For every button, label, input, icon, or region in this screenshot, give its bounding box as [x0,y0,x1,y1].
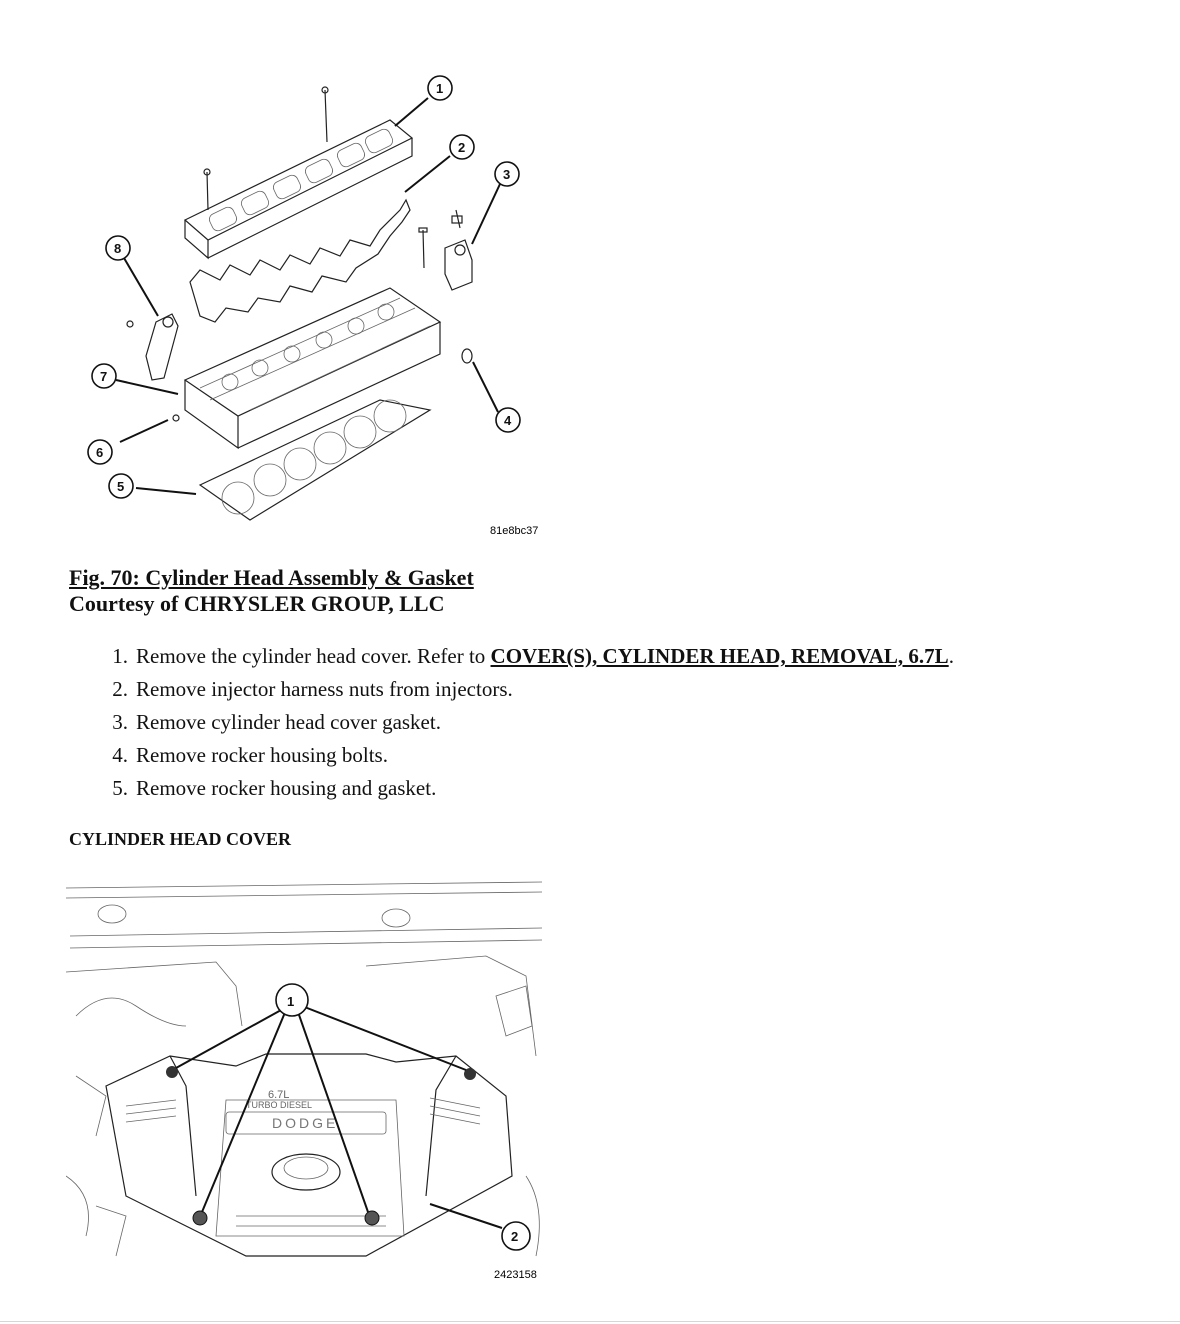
head-gasket-drawing [200,400,430,520]
step-text: Remove cylinder head cover gasket. [136,710,441,734]
svg-text:2: 2 [511,1229,519,1244]
removal-steps-list [80,640,954,805]
figure-caption-title: Fig. 70: Cylinder Head Assembly & Gasket [69,565,474,590]
cylinder-head-illustration [60,60,560,550]
step-text: Remove the cylinder head cover. Refer to [136,644,491,668]
svg-text:8: 8 [114,241,122,256]
step-number: 3. [112,710,128,734]
cover-turbo-diesel: TURBO DIESEL [246,1100,313,1110]
step-number: 5. [112,776,128,800]
list-item [80,673,954,706]
callout-1 [428,76,452,100]
svg-text:1: 1 [287,994,295,1009]
figure-caption-courtesy: Courtesy of CHRYSLER GROUP, LLC [69,591,445,616]
callout-6 [88,440,112,464]
engine-cover-drawing [106,1054,512,1256]
list-item [80,739,954,772]
svg-text:4: 4 [504,413,512,428]
cover-removal-link[interactable]: COVER(S), CYLINDER HEAD, REMOVAL, 6.7L [490,644,949,668]
callout-2 [450,135,474,159]
svg-text:3: 3 [503,167,511,182]
callout-3 [495,162,519,186]
step-suffix: . [948,644,954,668]
step-number: 2. [112,677,128,701]
callout-8 [106,236,130,260]
callout-4 [496,408,520,432]
callout-1 [276,984,308,1016]
svg-text:2: 2 [458,140,466,155]
svg-text:1: 1 [436,81,444,96]
step-number: 1. [112,644,128,668]
callout-5 [109,474,133,498]
step-number: 4. [112,743,128,767]
svg-text:6: 6 [96,445,104,460]
list-item [80,706,954,739]
section-heading: CYLINDER HEAD COVER [69,829,292,849]
list-item [80,640,954,673]
figure-caption [69,565,474,617]
rocker-gasket-drawing [190,200,410,322]
svg-text:5: 5 [117,479,125,494]
list-item [80,772,954,805]
figure1-image-code: 81e8bc37 [490,525,539,537]
engine-cover-illustration [66,876,550,1286]
page-bottom-divider [0,1321,1180,1322]
callout-7 [92,364,116,388]
cover-brand: DODGE [272,1115,339,1131]
bracket-drawing [445,240,472,290]
step-text: Remove injector harness nuts from injectors. [136,677,513,701]
step-text: Remove rocker housing bolts. [136,743,388,767]
svg-text:7: 7 [100,369,108,384]
step-text: Remove rocker housing and gasket. [136,776,437,800]
cover-engine-size: 6.7L [268,1089,290,1101]
figure-cylinder-head-exploded [60,60,560,550]
callout-2 [502,1222,530,1250]
figure2-image-code: 2423158 [494,1269,537,1281]
figure-engine-cover [66,876,550,1286]
